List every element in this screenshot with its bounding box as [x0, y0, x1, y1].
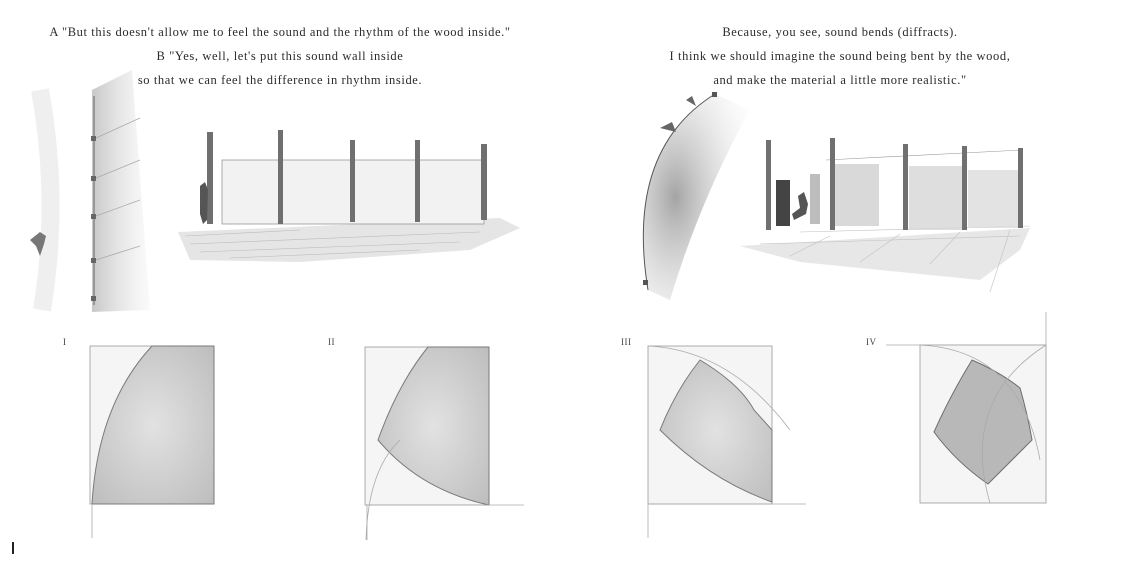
diagram-iv — [886, 312, 1046, 503]
left-quote-line-2: B "Yes, well, let's put this sound wall inside — [156, 49, 404, 63]
right-quote-line-1: Because, you see, sound bends (diffracts). — [722, 25, 958, 39]
page-number — [12, 542, 14, 554]
diagram-numeral-ii: II — [328, 337, 335, 347]
diagram-numeral-iv: IV — [866, 337, 877, 347]
right-quote-line-2: I think we should imagine the sound being bent by the wood, — [669, 49, 1011, 63]
left-quote-line-3: so that we can feel the difference in rhythm inside. — [137, 73, 423, 87]
left-scene-sketch — [30, 70, 520, 312]
right-scene-sketch — [643, 92, 1030, 300]
right-quote-line-3: and make the material a little more realistic." — [713, 73, 967, 87]
diagram-ii — [365, 347, 524, 540]
left-quote-line-1: A "But this doesn't allow me to feel the sound and the rhythm of the wood inside." — [49, 25, 511, 39]
diagram-numeral-iii: III — [621, 337, 632, 347]
diagram-numeral-i: I — [63, 337, 67, 347]
diagram-i — [90, 346, 214, 538]
diagram-iii — [648, 346, 806, 538]
